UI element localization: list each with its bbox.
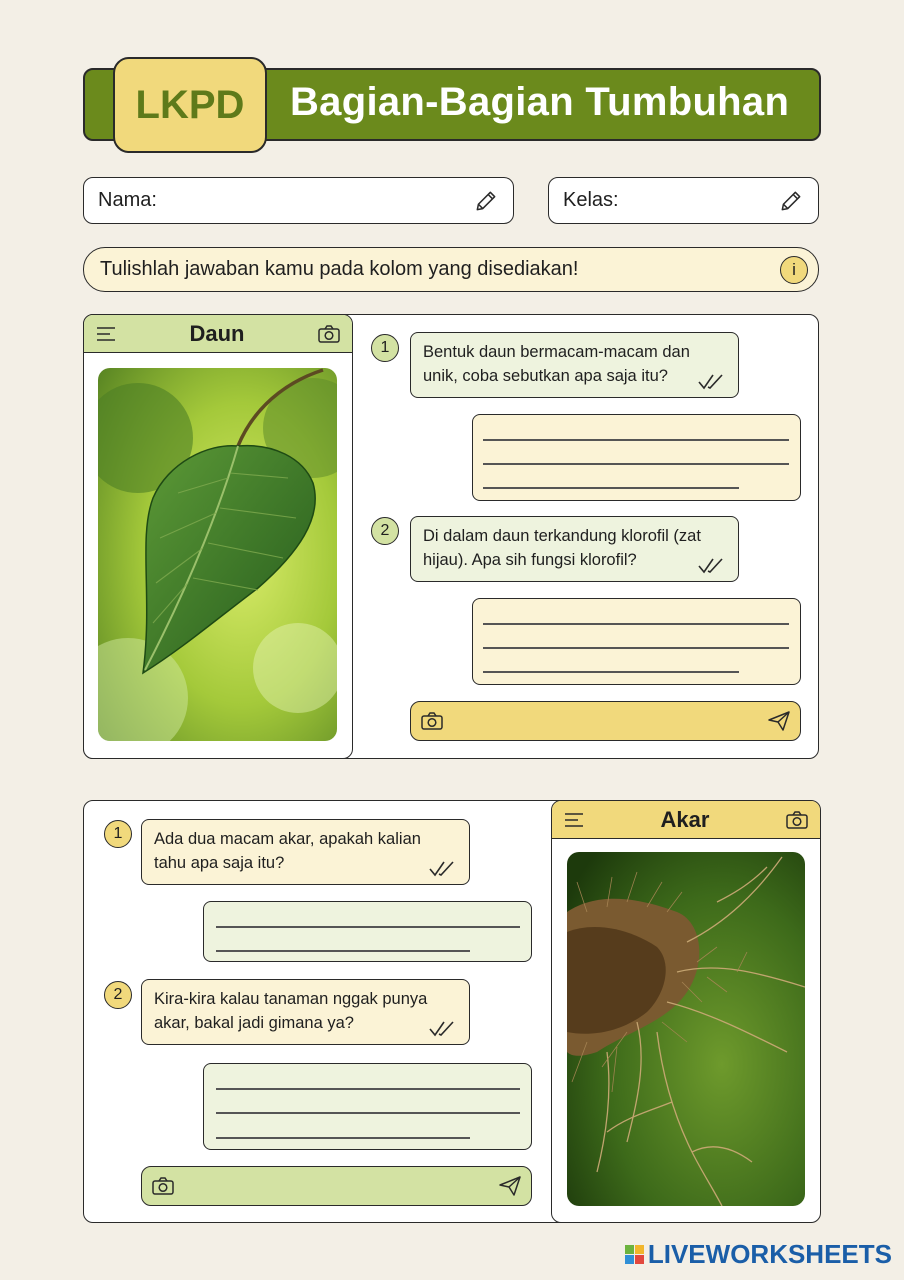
answer-box[interactable] xyxy=(203,1063,532,1150)
camera-icon[interactable] xyxy=(786,811,808,829)
liveworksheets-watermark xyxy=(625,1239,892,1270)
double-check-icon xyxy=(429,1020,457,1038)
daun-title: Daun xyxy=(189,320,245,346)
question-bubble xyxy=(410,332,739,398)
double-check-icon xyxy=(698,557,726,575)
daun-phone-header xyxy=(84,315,352,353)
page-title: Bagian-Bagian Tumbuhan xyxy=(290,80,790,124)
kelas-field[interactable] xyxy=(548,177,819,224)
akar-phone-header xyxy=(552,801,820,839)
question-bubble xyxy=(410,516,739,582)
question-text: Kira-kira kalau tanaman nggak punya akar, bakal jadi gimana ya? xyxy=(154,990,428,1032)
question-text: Di dalam daun terkandung klorofil (zat hijau). Apa sih fungsi klorofil? xyxy=(423,527,701,569)
double-check-icon xyxy=(429,860,457,878)
double-check-icon xyxy=(698,373,726,391)
send-icon[interactable] xyxy=(768,711,790,731)
nama-field[interactable] xyxy=(83,177,514,224)
lkpd-badge: LKPD xyxy=(113,57,267,153)
question-bubble xyxy=(141,819,470,885)
camera-icon[interactable] xyxy=(318,325,340,343)
info-icon[interactable]: i xyxy=(780,256,808,284)
pencil-icon xyxy=(778,188,804,214)
send-icon[interactable] xyxy=(499,1176,521,1196)
question-bubble xyxy=(141,979,470,1045)
camera-icon[interactable] xyxy=(421,712,443,730)
leaf-photo xyxy=(98,368,337,741)
camera-icon[interactable] xyxy=(152,1177,174,1195)
question-number-badge: 1 xyxy=(371,334,399,362)
question-text: Bentuk daun bermacam-macam dan unik, coba sebutkan apa saja itu? xyxy=(423,343,690,385)
message-send-bar[interactable] xyxy=(410,701,801,741)
question-number-badge: 1 xyxy=(104,820,132,848)
answer-box[interactable] xyxy=(203,901,532,962)
instruction-text: Tulishlah jawaban kamu pada kolom yang disediakan! xyxy=(100,258,579,280)
message-send-bar[interactable] xyxy=(141,1166,532,1206)
nama-label: Nama: xyxy=(98,189,157,211)
answer-box[interactable] xyxy=(472,598,801,685)
answer-box[interactable] xyxy=(472,414,801,501)
question-text: Ada dua macam akar, apakah kalian tahu apa saja itu? xyxy=(154,830,421,872)
menu-icon[interactable] xyxy=(96,326,116,342)
instruction-banner xyxy=(83,247,819,292)
kelas-label: Kelas: xyxy=(563,189,619,211)
question-number-badge: 2 xyxy=(104,981,132,1009)
question-number-badge: 2 xyxy=(371,517,399,545)
watermark-text: LIVEWORKSHEETS xyxy=(647,1239,892,1269)
menu-icon[interactable] xyxy=(564,812,584,828)
root-photo xyxy=(567,852,805,1206)
akar-title: Akar xyxy=(660,806,710,832)
liveworksheets-logo-icon xyxy=(625,1245,644,1264)
pencil-icon xyxy=(473,188,499,214)
